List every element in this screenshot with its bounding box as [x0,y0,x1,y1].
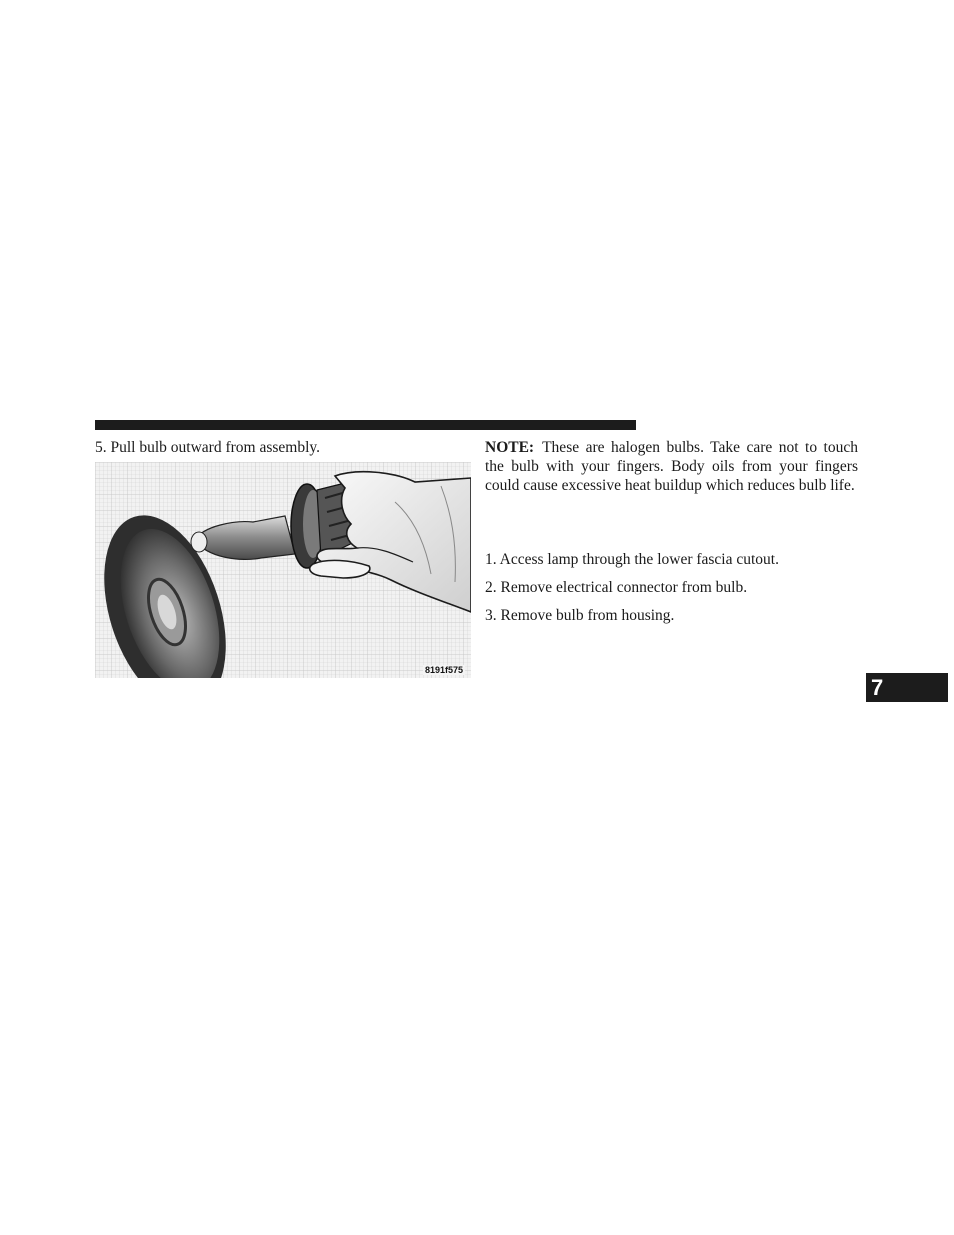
section-divider-bar [95,420,636,430]
list-item: 2. Remove electrical connector from bulb. [485,579,748,596]
list-item: 1. Access lamp through the lower fascia cutout. [485,551,779,568]
bulb-removal-illustration-icon [95,462,471,678]
note-text: These are halogen bulbs. Take care not to touch the bulb with your fingers. Body oils from your fingers could cause excessive heat buildup which reduces bulb life. [485,439,858,494]
chapter-tab: 7 [866,673,948,702]
procedure-steps-list [485,550,858,634]
note-label: NOTE: [485,439,535,456]
bulb-removal-figure [95,462,471,678]
note-paragraph [485,438,858,495]
step-pull-bulb: 5. Pull bulb outward from assembly. [95,439,321,456]
figure-code-label: 8191f575 [424,665,463,675]
list-item: 3. Remove bulb from housing. [485,607,675,624]
